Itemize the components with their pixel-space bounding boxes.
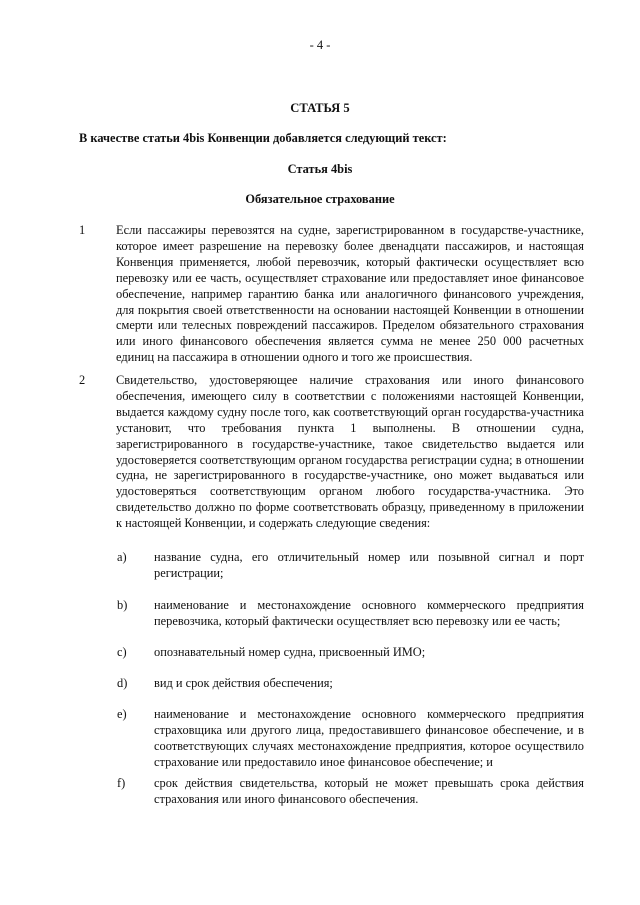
list-item-text: название судна, его отличительный номер или позывной сигнал и порт регистрации; <box>154 550 584 580</box>
list-item-letter: d) <box>117 676 128 690</box>
list-item-text: наименование и местонахождение основного коммерческого предприятия страховщика или другого лица, предоставившего финансовое обеспечение, и в соответствующих случаях местонахождение предприятия, которое осуществило страхование или предоставило иное финансовое обеспечение; и <box>154 707 584 769</box>
list-item-text: опознавательный номер судна, присвоенный ИМО; <box>154 645 426 659</box>
list-item-f <box>117 776 584 808</box>
list-item-letter: c) <box>117 645 127 659</box>
list-item-text: вид и срок действия обеспечения; <box>154 676 333 690</box>
list-item-d <box>117 676 584 692</box>
paragraph-1 <box>79 223 584 366</box>
page-number: - 4 - <box>309 38 331 52</box>
article-heading: СТАТЬЯ 5 <box>290 101 350 115</box>
list-item-letter: e) <box>117 707 127 721</box>
sub-article-heading: Статья 4bis <box>287 162 353 176</box>
paragraph-2 <box>79 373 584 532</box>
paragraph-number: 1 <box>79 223 86 237</box>
list-item-b <box>117 598 584 630</box>
intro-text: В качестве статьи 4bis Конвенции добавляется следующий текст: <box>79 131 447 145</box>
sub-article-title: Обязательное страхование <box>245 192 395 206</box>
list-item-e <box>117 707 584 771</box>
list-item-a <box>117 550 584 582</box>
list-item-letter: f) <box>117 776 126 790</box>
list-item-letter: a) <box>117 550 127 564</box>
list-item-letter: b) <box>117 598 128 612</box>
list-item-c <box>117 645 584 661</box>
paragraph-text: Если пассажиры перевозятся на судне, зарегистрированном в государстве-участнике, которое имеет разрешение на перевозку более двенадцати пассажиров, и настоящая Конвенция применяется, любой перевозчик, который фактически осуществляет всю перевозку или ее часть, осуществляет страхование или предоставляет иное финансовое обеспечение, например гарантию банка или аналогичного финансового учреждения, для покрытия своей ответственности на основании настоящей Конвенции в отношении смерти или телесных повреждений пассажиров. Пределом обязательного страхования или иного финансового обеспечения является сумма не менее 250 000 расчетных единиц на пассажира в отношении одного и того же происшествия. <box>116 223 584 365</box>
list-item-text: срок действия свидетельства, который не может превышать срока действия страхования или иного финансового обеспечения. <box>154 776 584 806</box>
list-item-text: наименование и местонахождение основного коммерческого предприятия перевозчика, который фактически осуществляет всю перевозку или ее часть; <box>154 598 584 628</box>
paragraph-text: Свидетельство, удостоверяющее наличие страхования или иного финансового обеспечения, имеющего силу в соответствии с положениями настоящей Конвенции, выдается каждому судну после того, как соответствующий орган государства-участника установит, что требования пункта 1 выполнены. В отношении судна, зарегистрированного в государстве-участнике, такое свидетельство выдается или удостоверяется соответствующим органом государства регистрации судна; в отношении судна, не зарегистрированного в государстве-участнике, оно может выдаваться или удостоверяться соответствующим органом любого государства-участника. Это свидетельство должно по форме соответствовать образцу, приведенному в приложении к настоящей Конвенции, и содержать следующие сведения: <box>116 373 584 531</box>
paragraph-number: 2 <box>79 373 86 387</box>
